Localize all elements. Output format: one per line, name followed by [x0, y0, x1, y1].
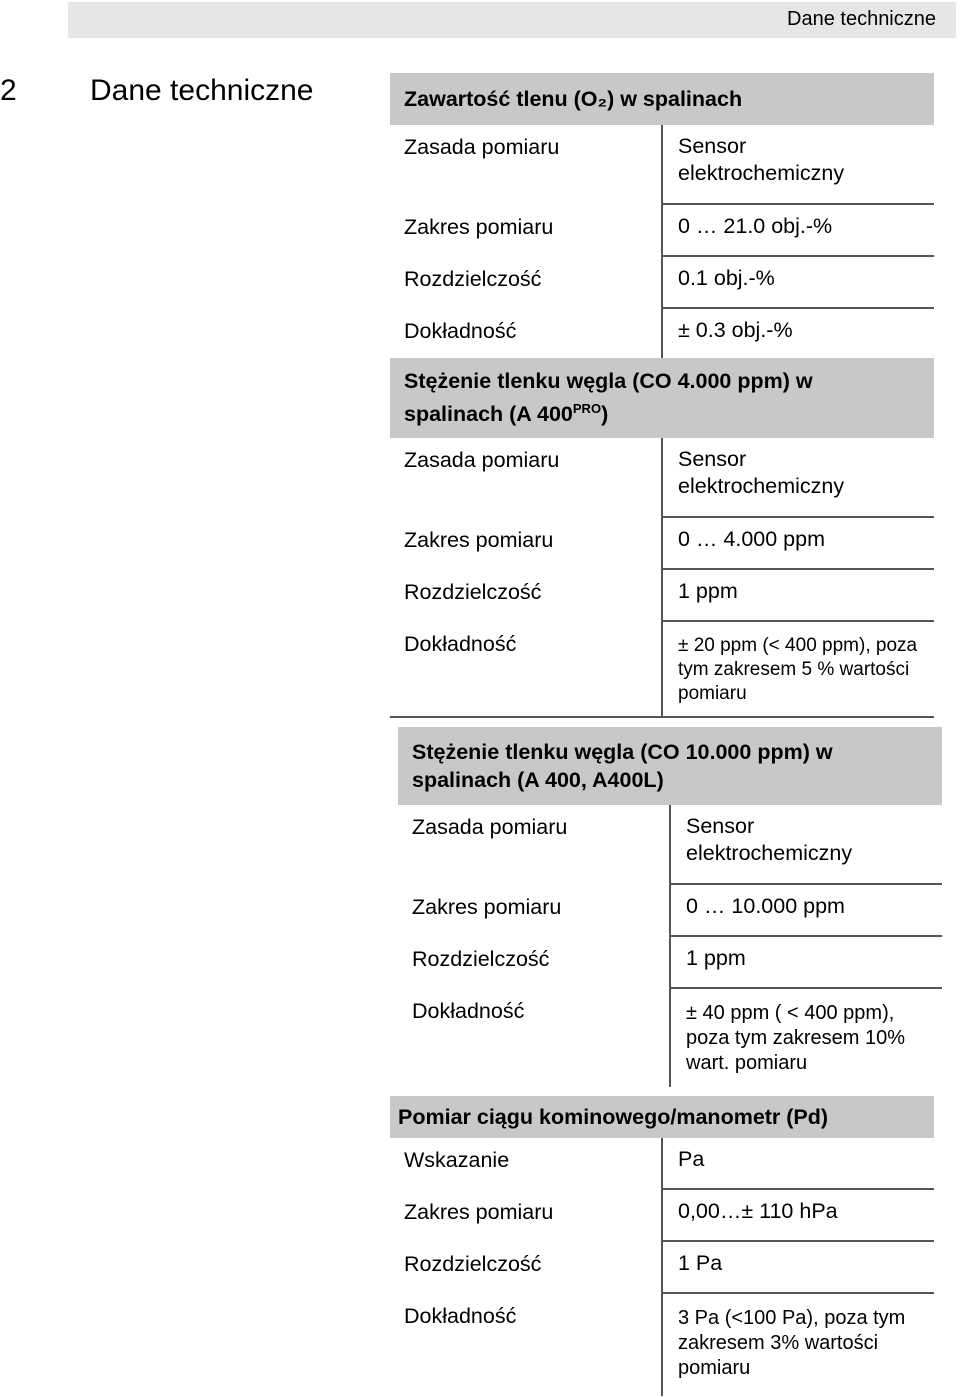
table-row	[398, 805, 942, 883]
row-value: 0 … 4.000 ppm	[678, 527, 826, 551]
row-label: Zakres pomiaru	[404, 215, 554, 239]
table-row	[390, 125, 934, 203]
row-value: Sensor elektrochemiczny	[678, 447, 845, 498]
table-row	[390, 518, 934, 568]
section-title: Zawartość tlenu (O₂) w spalinach	[390, 73, 934, 125]
row-value: 1 Pa	[678, 1251, 723, 1275]
row-value: 1 ppm	[678, 579, 738, 603]
row-value: 0 … 21.0 obj.-%	[678, 214, 833, 238]
row-value: Sensor elektrochemiczny	[686, 814, 853, 865]
section-draught	[390, 1096, 934, 1396]
row-value: Sensor elektrochemiczny	[678, 134, 845, 185]
row-value: 0.1 obj.-%	[678, 266, 775, 290]
row-label: Rozdzielczość	[412, 947, 550, 971]
row-label: Zakres pomiaru	[404, 1200, 554, 1224]
row-label: Zasada pomiaru	[412, 815, 568, 839]
table-row	[390, 1190, 934, 1240]
row-label: Rozdzielczość	[404, 267, 542, 291]
running-header-title: Dane techniczne	[787, 8, 936, 30]
row-value: 0,00…± 110 hPa	[678, 1199, 838, 1223]
row-value: 0 … 10.000 ppm	[686, 894, 845, 918]
table-row	[390, 622, 934, 718]
row-label: Dokładność	[404, 1304, 517, 1328]
row-label: Dokładność	[412, 999, 525, 1023]
row-label: Zasada pomiaru	[404, 135, 560, 159]
chapter-title: Dane techniczne	[90, 74, 314, 107]
section-title: Stężenie tlenku węgla (CO 10.000 ppm) w spalinach (A 400, A400L)	[398, 727, 942, 805]
row-value: 3 Pa (<100 Pa), poza tym zakresem 3% wartości pomiaru	[678, 1307, 906, 1379]
row-label: Wskazanie	[404, 1148, 510, 1172]
table-row	[390, 1138, 934, 1188]
row-value: ± 20 ppm (< 400 ppm), poza tym zakresem 5 % wartości pomiaru	[678, 635, 918, 704]
row-value: Pa	[678, 1147, 705, 1171]
row-value: ± 0.3 obj.-%	[678, 318, 793, 342]
section-oxygen	[390, 73, 934, 358]
table-row	[398, 989, 942, 1087]
row-label: Rozdzielczość	[404, 580, 542, 604]
chapter-number: 2	[0, 74, 17, 107]
section-title: Pomiar ciągu kominowego/manometr (Pd)	[390, 1096, 934, 1138]
row-value: 1 ppm	[686, 946, 746, 970]
table-row	[390, 205, 934, 255]
table-row	[398, 885, 942, 935]
row-label: Dokładność	[404, 632, 517, 656]
row-label: Zakres pomiaru	[412, 895, 562, 919]
table-row	[390, 309, 934, 359]
table-row	[398, 937, 942, 987]
section-title: Stężenie tlenku węgla (CO 4.000 ppm) w spalinach (A $400^{PRO}$)	[390, 358, 934, 438]
running-header	[68, 2, 956, 38]
row-label: Rozdzielczość	[404, 1252, 542, 1276]
section-co-10000	[398, 727, 942, 1087]
row-label: Dokładność	[404, 319, 517, 343]
table-row	[390, 257, 934, 307]
table-row	[390, 570, 934, 620]
table-row	[390, 438, 934, 516]
row-label: Zakres pomiaru	[404, 528, 554, 552]
row-value: ± 40 ppm ( < 400 ppm), poza tym zakresem 10% wart. pomiaru	[686, 1002, 905, 1074]
table-row	[390, 1242, 934, 1292]
table-row	[390, 1294, 934, 1396]
row-label: Zasada pomiaru	[404, 448, 560, 472]
section-co-4000	[390, 358, 934, 718]
